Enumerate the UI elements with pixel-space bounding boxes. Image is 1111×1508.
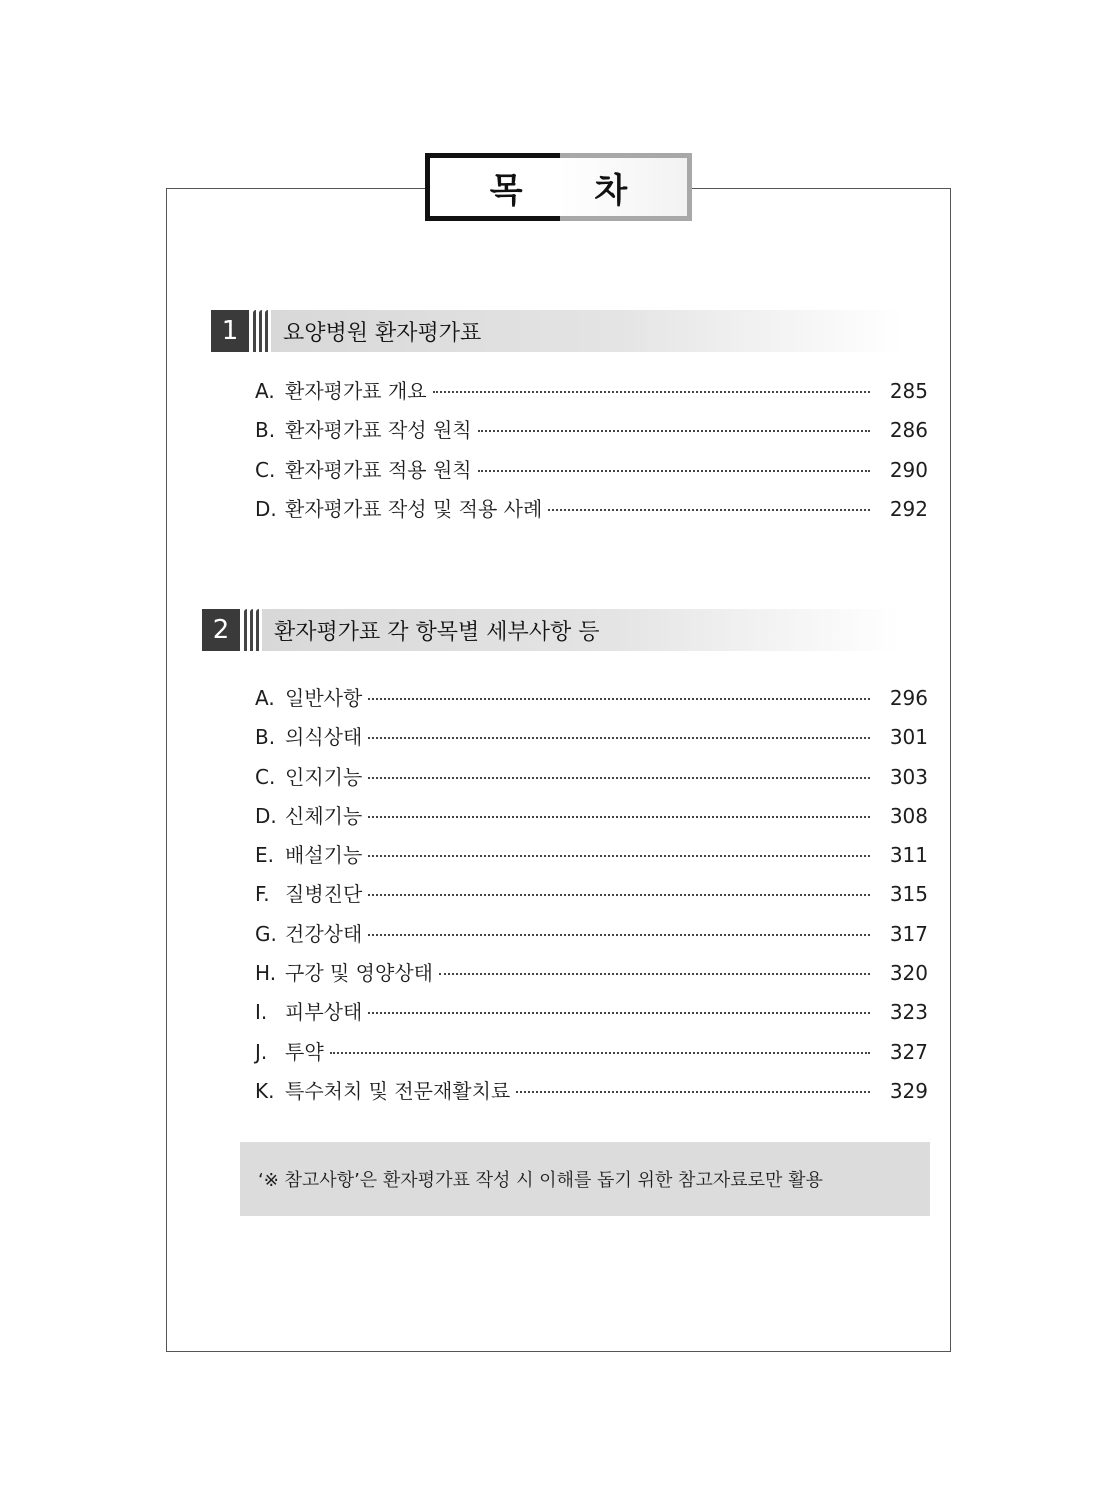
toc-entry[interactable] [255,839,928,878]
toc-entry-page: 285 [889,379,928,403]
dot-leader [368,737,870,739]
toc-entry[interactable] [255,878,928,917]
toc-entry-letter: G. [255,921,277,946]
section-2-number: 2 [202,609,240,651]
toc-entry-letter: J. [255,1039,268,1064]
toc-entry-text: 환자평가표 작성 및 적용 사례 [285,496,543,521]
toc-entry[interactable] [255,375,928,414]
toc-entry-label [255,682,362,711]
toc-entry[interactable] [255,1036,928,1075]
dot-leader [330,1052,870,1054]
toc-entry[interactable] [255,957,928,996]
dot-leader [368,777,870,779]
toc-entry-text: 인지기능 [285,764,363,789]
toc-entry-letter: A. [255,379,275,403]
toc-entry-label [255,800,362,829]
toc-entry-text: 구강 및 영양상태 [285,961,433,986]
toc-entry-text: 특수처치 및 전문재활치료 [285,1078,511,1103]
toc-entry-letter: K. [255,1078,275,1103]
dot-leader [368,934,870,936]
toc-entry-letter: C. [255,764,276,789]
toc-entry-label [255,918,362,947]
section-2-header [202,609,899,651]
dot-leader [368,894,870,896]
toc-entry-page: 296 [889,686,928,710]
section-2-stripes [240,609,262,651]
toc-entry-text: 피부상태 [285,1000,363,1025]
toc-entry-letter: D. [255,496,277,521]
dot-leader [548,509,870,511]
toc-entry[interactable] [255,454,928,493]
toc-entry-text: 환자평가표 개요 [285,379,427,403]
toc-entry-label [255,454,472,483]
toc-entry-text: 투약 [285,1039,324,1064]
toc-entry-label [255,1075,510,1104]
toc-entry-page: 308 [889,803,928,828]
toc-entry-text: 환자평가표 적용 원칙 [285,457,472,482]
toc-entry-page: 292 [889,496,928,521]
toc-entry-text: 신체기능 [285,803,363,828]
section-2-heading: 환자평가표 각 항목별 세부사항 등 [262,609,899,651]
toc-entry[interactable] [255,682,928,721]
toc-entry-text: 질병진단 [285,882,363,907]
toc-entry[interactable] [255,721,928,760]
section-2-toc-list [255,682,928,1114]
toc-entry-label [255,1036,324,1065]
dot-leader [478,430,870,432]
toc-entry[interactable] [255,414,928,453]
dot-leader [368,1012,870,1014]
section-1-header [211,310,903,352]
toc-entry-label [255,839,362,868]
dot-leader [478,470,870,472]
toc-entry-letter: B. [255,418,276,443]
section-1-toc-list [255,375,928,532]
toc-entry-page: 317 [889,921,928,946]
toc-entry-page: 311 [889,843,928,868]
toc-entry-page: 301 [889,725,928,750]
toc-entry-text: 의식상태 [285,725,363,750]
toc-title-box [425,153,692,221]
toc-entry-label [255,878,362,907]
toc-entry-letter: C. [255,457,276,482]
dot-leader [368,855,870,857]
toc-entry[interactable] [255,761,928,800]
section-1-heading: 요양병원 환자평가표 [271,310,903,352]
toc-entry-letter: I. [255,1000,268,1025]
toc-entry[interactable] [255,996,928,1035]
toc-entry[interactable] [255,493,928,532]
dot-leader [368,816,870,818]
toc-entry[interactable] [255,800,928,839]
toc-entry-letter: E. [255,843,274,868]
dot-leader [439,973,870,975]
toc-entry-letter: D. [255,803,277,828]
dot-leader [433,391,870,393]
toc-entry[interactable] [255,918,928,957]
toc-entry-text: 배설기능 [285,843,363,868]
toc-entry-page: 290 [889,457,928,482]
toc-entry-text: 환자평가표 작성 원칙 [285,418,472,443]
reference-note [240,1142,930,1216]
toc-entry-letter: B. [255,725,276,750]
toc-entry-page: 315 [889,882,928,907]
toc-entry-label [255,721,362,750]
toc-entry[interactable] [255,1075,928,1114]
page-title: 목 차 [489,170,658,211]
toc-entry-label [255,375,427,404]
toc-entry-label [255,493,542,522]
dot-leader [516,1091,870,1093]
section-1-stripes [249,310,271,352]
toc-entry-page: 303 [889,764,928,789]
toc-entry-letter: H. [255,961,277,986]
toc-entry-letter: A. [255,686,275,710]
toc-entry-letter: F. [255,882,270,907]
toc-entry-label [255,957,433,986]
toc-entry-label [255,996,362,1025]
reference-note-text: ‘※ 참고사항’은 환자평가표 작성 시 이해를 돕기 위한 참고자료로만 활용 [258,1170,823,1191]
toc-entry-label [255,414,472,443]
toc-entry-page: 329 [889,1078,928,1103]
toc-entry-text: 건강상태 [285,921,363,946]
toc-entry-page: 327 [889,1039,928,1064]
toc-entry-page: 323 [889,1000,928,1025]
toc-entry-label [255,761,362,790]
toc-entry-text: 일반사항 [285,686,363,710]
toc-entry-page: 286 [889,418,928,443]
toc-entry-page: 320 [889,961,928,986]
dot-leader [368,698,870,700]
section-1-number: 1 [211,310,249,352]
